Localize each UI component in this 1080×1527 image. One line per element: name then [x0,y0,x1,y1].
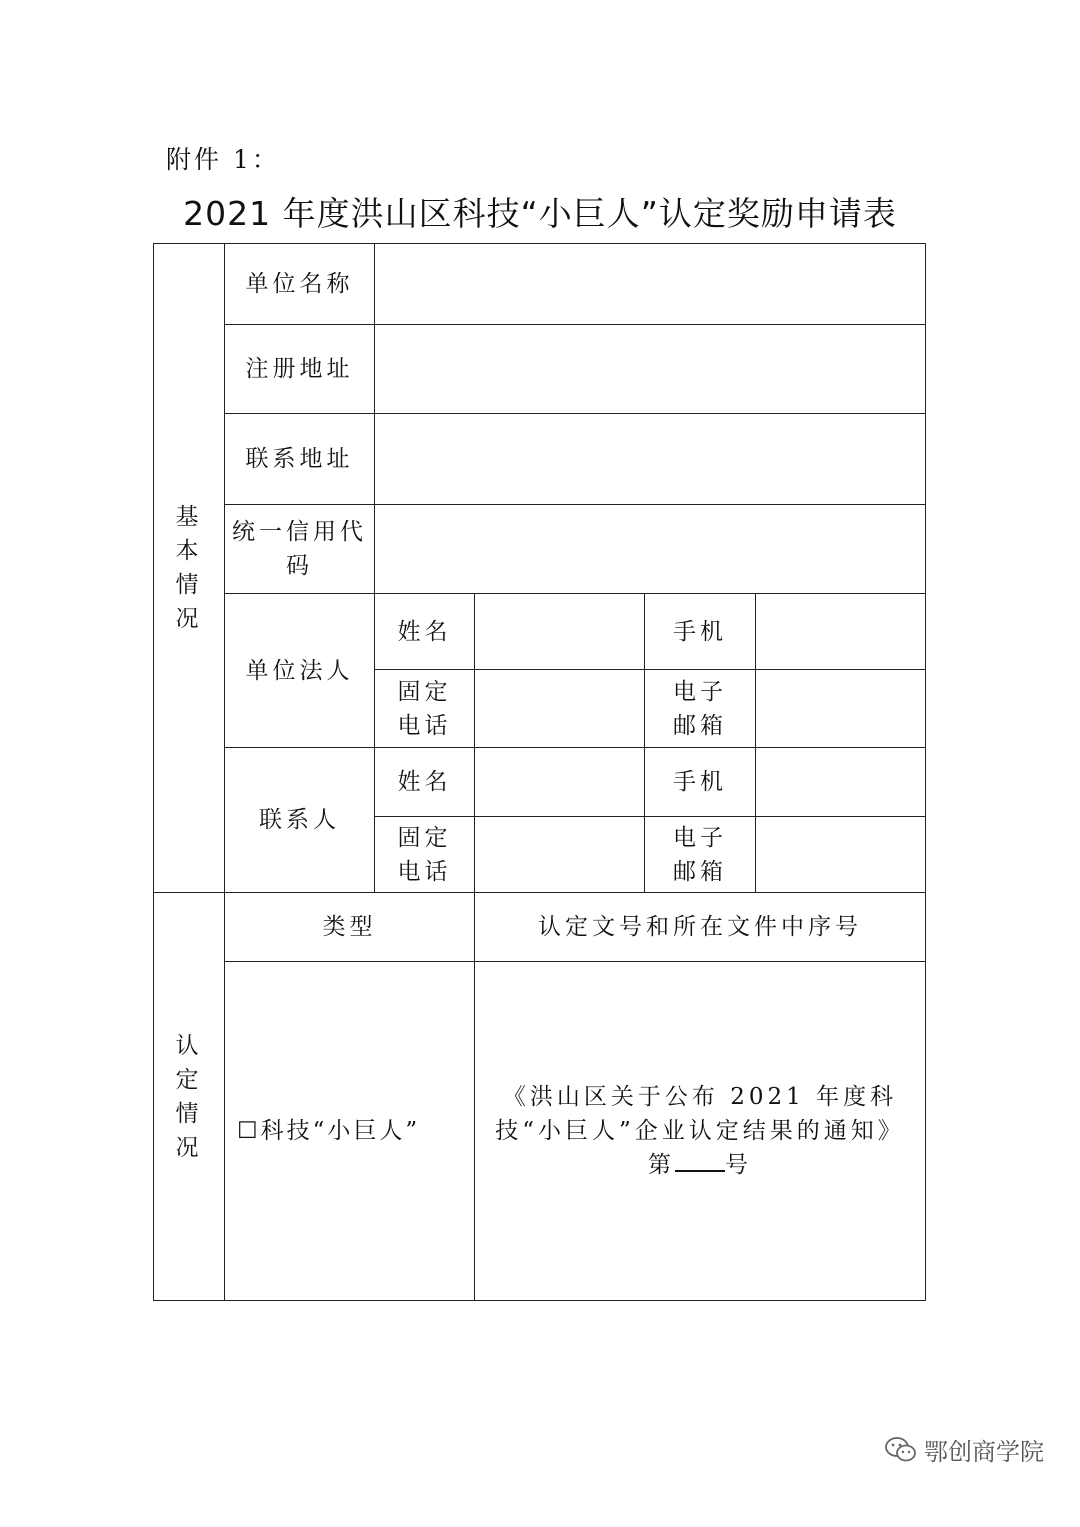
unit-name-field[interactable] [375,244,926,325]
type-checkbox-option[interactable] [225,962,475,1301]
contact-address-field[interactable] [375,414,926,505]
watermark-text: 鄂创商学院 [924,1438,1044,1466]
type-value: ☐科技“小巨人” [237,1118,421,1144]
attachment-label: 附件 1： [166,145,280,174]
legal-phone-label: 固定电话 [375,670,475,748]
legal-email-label: 电子邮箱 [645,670,756,748]
contact-name-field[interactable] [475,748,645,817]
doc-number-cell [475,962,926,1301]
unit-name-label: 单位名称 [225,244,375,325]
reg-address-label: 注册地址 [225,325,375,414]
contact-phone-label: 固定电话 [375,817,475,893]
credit-code-field[interactable] [375,505,926,594]
legal-phone-field[interactable] [475,670,645,748]
contact-mobile-field[interactable] [756,748,926,817]
legal-mobile-label: 手机 [645,594,756,670]
wechat-icon [884,1436,918,1464]
doc-number-blank[interactable] [675,1148,725,1172]
contact-name-label: 姓名 [375,748,475,817]
reg-address-field[interactable] [375,325,926,414]
contact-email-label: 电子邮箱 [645,817,756,893]
contact-mobile-label: 手机 [645,748,756,817]
recognition-section-label: 认定情况 [154,893,225,1301]
legal-mobile-field[interactable] [756,594,926,670]
contact-address-label: 联系地址 [225,414,375,505]
legal-person-label: 单位法人 [225,594,375,748]
page-title: 2021 年度洪山区科技“小巨人”认定奖励申请表 [183,194,897,233]
legal-name-field[interactable] [475,594,645,670]
credit-code-label: 统一信用代码 [225,505,375,594]
application-form-table [153,243,926,1301]
contact-phone-field[interactable] [475,817,645,893]
legal-email-field[interactable] [756,670,926,748]
basic-section-label: 基本情况 [154,244,225,893]
doc-number-line: 第 号 [487,1148,913,1182]
notice-text: 《洪山区关于公布 2021 年度科技“小巨人”企业认定结果的通知》 [495,1084,905,1144]
doc-number-header: 认定文号和所在文件中序号 [475,893,926,962]
contact-email-field[interactable] [756,817,926,893]
legal-name-label: 姓名 [375,594,475,670]
contact-person-label: 联系人 [225,748,375,893]
type-header: 类型 [225,893,475,962]
watermark [884,1432,1044,1467]
